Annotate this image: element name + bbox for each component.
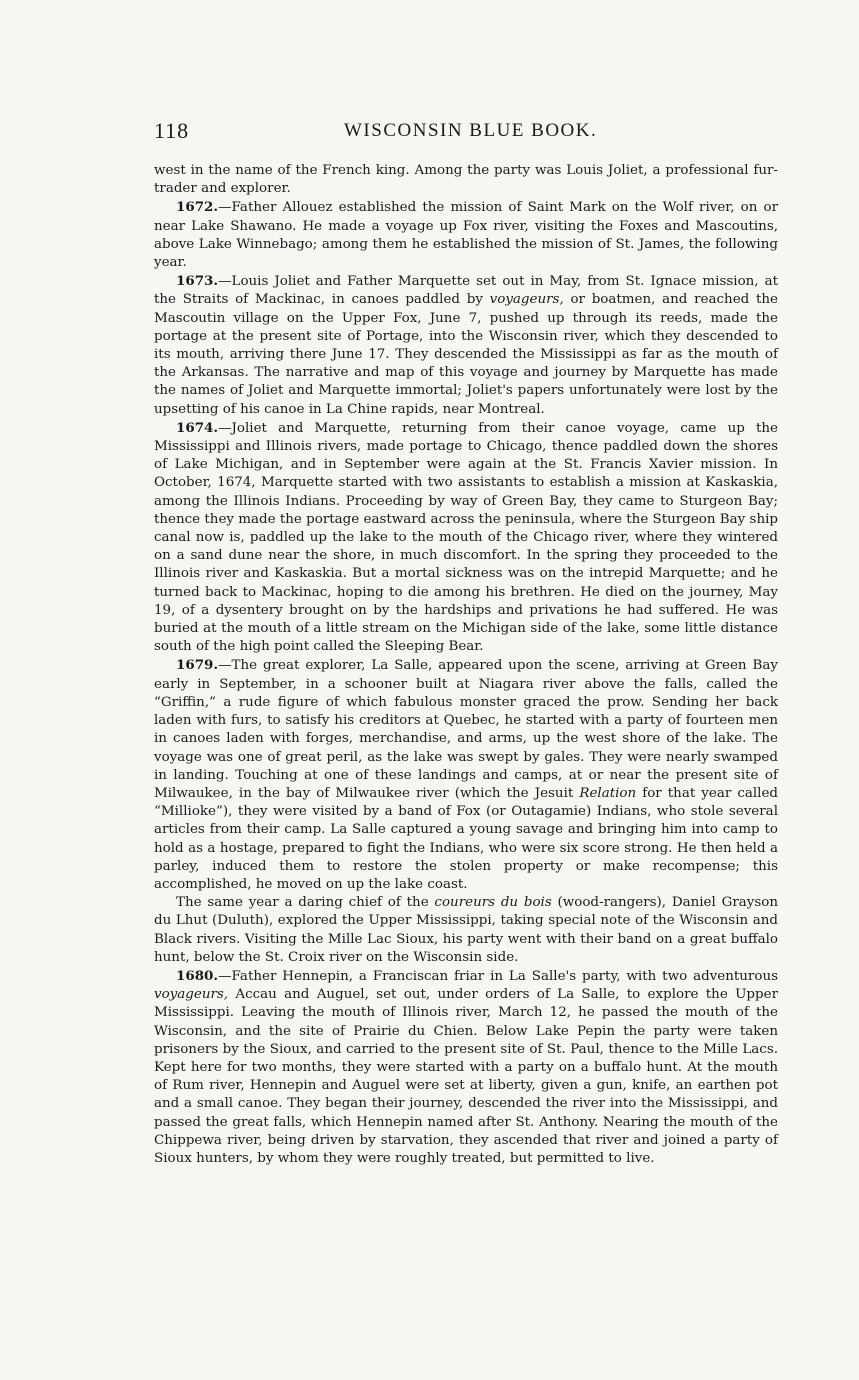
document-page [154,118,778,1168]
paragraph [154,419,778,657]
running-head [154,118,778,148]
text-run: —Joliet and Marquette, returning from their canoe voyage, came up the Mississippi and Illinois rivers, made portage to Chicago, thence paddled down the shores of Lake Michigan, and in September were again at the St. Francis Xavier mission. In October, 1674, Marquette started with two assistants to establish a mission at Kaskaskia, among the Illinois Indians. Proceeding by way of Green Bay, they came to Sturgeon Bay; thence they made the portage eastward across the peninsula, where the Sturgeon Bay ship canal now is, paddled up the lake to the mouth of the Chicago river, where they wintered on a sand dune near the shore, in much discomfort. In the spring they proceeded to the Illinois river and Kaskaskia. But a mortal sickness was on the intrepid Marquette; and he turned back to Mackinac, hoping to die among his brethren. He died on the journey, May 19, of a dysentery brought on by the hardships and privations he had suffered. He was buried at the mouth of a little stream on the Michigan side of the lake, some little distance south of the high point called the Sleeping Bear. [154,420,778,655]
text-run: or boatmen, and reached the Mascoutin village on the Upper Fox, June 7, pushed up through its reeds, made the portage at the present site of Portage, into the Wisconsin river, which they descended to its mouth, arriving there June 17. They descended the Mississippi as far as the mouth of the Arkansas. The narrative and map of this voyage and journey by Marquette has made the names of Joliet and Marquette immortal; Joliet's papers unfortunately were lost by the upsetting of his canoe in La Chine rapids, near Montreal. [154,292,778,417]
italic-text: coureurs du bois [434,895,552,911]
header-title: WISCONSIN BLUE BOOK. [344,120,598,141]
body-text [154,162,778,1168]
year-heading: 1672. [176,199,219,216]
paragraph [154,656,778,894]
paragraph [154,198,778,272]
year-heading: 1673. [176,273,219,290]
text-run: —The great explorer, La Salle, appeared upon the scene, arriving at Green Bay early in September, in a schooner built at Niagara river above the falls, called the “Griffin,” a rude figure of which fabulous monster graced the prow. Sending her back laden with furs, to satisfy his creditors at Quebec, he started with a party of fourteen men in canoes laden with forges, merchandise, and arms, up the west shore of the lake. The voyage was one of great peril, as the lake was swept by gales. They were nearly swamped in landing. Touching at one of these landings and camps, at or near the present site of Milwaukee, in the bay of Milwaukee river (which the Jesuit [154,658,778,801]
year-heading: 1674. [176,419,219,436]
italic-text: Relation [579,785,637,801]
text-run: —Father Allouez established the mission of Saint Mark on the Wolf river, on or near Lake Shawano. He made a voyage up Fox river, visiting the Foxes and Mascoutins, above Lake Winnebago; among them he established the mission of St. James, the following year. [154,200,778,271]
paragraph [154,272,778,419]
text-run: west in the name of the French king. Among the party was Louis Joliet, a professional fur-trader and explorer. [154,163,778,197]
year-heading: 1680. [176,967,219,984]
italic-text: voyageurs, [154,987,229,1003]
text-run: The same year a daring chief of the [176,895,435,911]
paragraph [154,162,778,198]
italic-text: voyageurs, [489,292,564,308]
paragraph [154,967,778,1168]
text-run: —Father Hennepin, a Franciscan friar in La Salle's party, with two adventurous [218,968,778,984]
text-run: —Louis Joliet and Father Marquette set out in May, from St. Ignace mission, at the Straits of Mackinac, in canoes paddled by [154,274,778,308]
year-heading: 1679. [176,657,219,674]
page-number: 118 [154,118,190,143]
text-run: for that year called “Millioke”), they were visited by a band of Fox (or Outagamie) Indians, who stole several articles from their camp. La Salle captured a young savage and bringing him into camp to hold as a hostage, prepared to fight the Indians, who were six score strong. He then held a parley, induced them to restore the stolen property or make recompense; this accomplished, he moved on up the lake coast. [154,785,779,892]
text-run: (wood-rangers), Daniel Grayson du Lhut (Duluth), explored the Upper Mississippi, taking special note of the Wisconsin and Black rivers. Visiting the Mille Lac Sioux, his party went with their band on a great buffalo hunt, below the St. Croix river on the Wisconsin side. [154,895,778,965]
paragraph [154,894,778,967]
text-run: Accau and Auguel, set out, under orders of La Salle, to explore the Upper Mississippi. Leaving the mouth of Illinois river, March 12, he passed the mouth of the Wisconsin, and the site of Prairie du Chien. Below Lake Pepin the party were taken prisoners by the Sioux, and carried to the present site of St. Paul, thence to the Mille Lacs. Kept here for two months, they were started with a party on a buffalo hunt. At the mouth of Rum river, Hennepin and Auguel were set at liberty, given a gun, knife, an earthen pot and a small canoe. They began their journey, descended the river into the Mississippi, and passed the great falls, which Hennepin named after St. Anthony. Nearing the mouth of the Chippewa river, being driven by starvation, they ascended that river and joined a party of Sioux hunters, by whom they were roughly treated, but permitted to live. [154,987,778,1166]
